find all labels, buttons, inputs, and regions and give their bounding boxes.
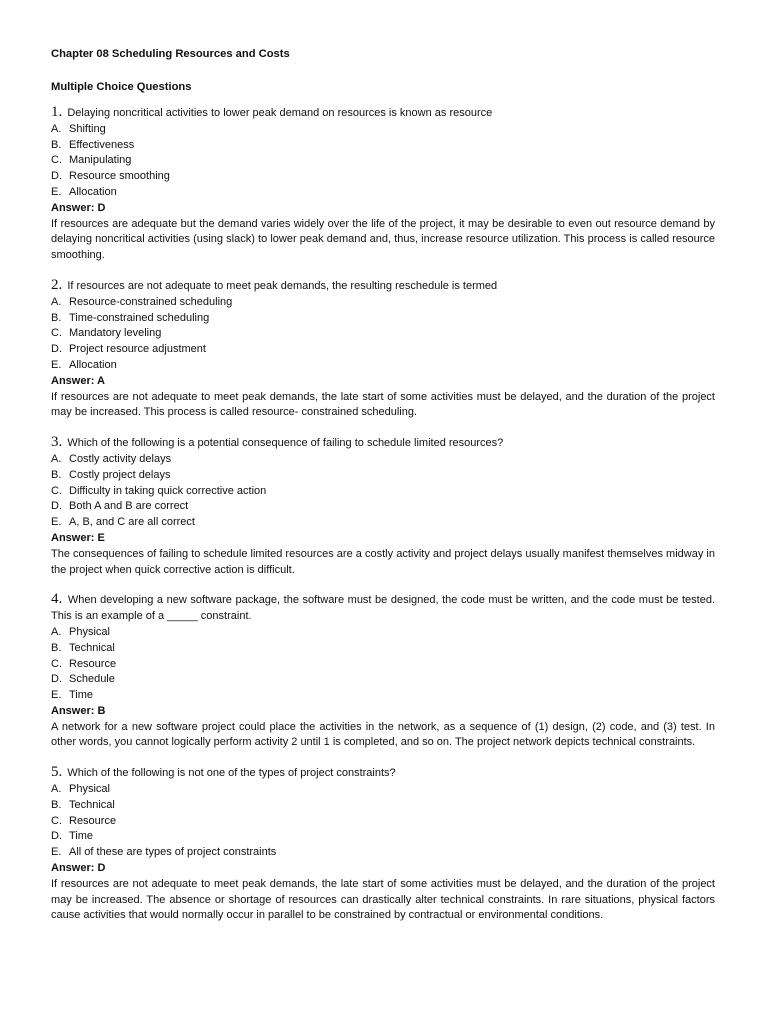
question-stem: [51, 765, 715, 782]
answer-key: Answer: E: [51, 531, 105, 544]
option-letter: C.: [51, 484, 62, 497]
question-number: 5.: [51, 764, 63, 781]
question-stem: [51, 435, 715, 452]
option-letter: E.: [51, 185, 62, 198]
answer-option: [51, 499, 715, 515]
option-letter: C.: [51, 154, 62, 167]
option-letter: B.: [51, 138, 62, 151]
option-text: Technical: [69, 798, 115, 811]
answer-option: [51, 468, 715, 484]
answer-key: Answer: A: [51, 374, 105, 387]
option-list: [51, 122, 715, 201]
option-text: Schedule: [69, 673, 115, 686]
answer-key: Answer: D: [51, 201, 106, 214]
answer-option: [51, 122, 715, 138]
question-text: When developing a new software package, the software must be designed, the code must be written, and the code must be tested. This is an example of a _____ constraint.: [51, 594, 716, 623]
option-text: Costly project delays: [69, 468, 171, 481]
answer-option: [51, 625, 715, 641]
question-stem: [51, 278, 715, 295]
option-text: Allocation: [69, 185, 117, 198]
option-text: Manipulating: [69, 154, 132, 167]
option-text: Resource-constrained scheduling: [69, 295, 233, 308]
answer-option: [51, 845, 715, 861]
option-letter: E.: [51, 516, 62, 529]
answer-option: [51, 153, 715, 169]
option-text: Resource smoothing: [69, 170, 170, 183]
option-letter: A.: [51, 452, 62, 465]
answer-option: [51, 829, 715, 845]
question-text: Which of the following is not one of the types of project constraints?: [67, 767, 396, 780]
option-list: [51, 452, 715, 531]
answer-explanation: If resources are adequate but the demand varies widely over the life of the project, it may be desirable to even out resource demand by delaying noncritical activities (using slack) to lower peak demand and, thus, increase resource utilization. This process is called resource smoothing.: [51, 217, 715, 262]
option-letter: C.: [51, 657, 62, 670]
option-letter: D.: [51, 343, 62, 356]
answer-option: [51, 295, 715, 311]
option-text: Effectiveness: [69, 138, 135, 151]
option-list: [51, 625, 715, 704]
question-text: Which of the following is a potential consequence of failing to schedule limited resources?: [67, 437, 504, 450]
option-letter: B.: [51, 468, 62, 481]
option-letter: A.: [51, 295, 62, 308]
answer-option: [51, 782, 715, 798]
answer-option: [51, 515, 715, 531]
option-letter: D.: [51, 500, 62, 513]
answer-option: [51, 657, 715, 673]
question-number: 4.: [51, 591, 63, 608]
option-text: Shifting: [69, 122, 106, 135]
option-text: Resource: [69, 814, 117, 827]
option-letter: B.: [51, 311, 62, 324]
option-text: Project resource adjustment: [69, 343, 206, 356]
answer-option: [51, 798, 715, 814]
chapter-title: Chapter 08 Scheduling Resources and Costs: [51, 48, 290, 60]
question-block: [51, 278, 715, 421]
answer-option: [51, 641, 715, 657]
answer-option: [51, 342, 715, 358]
option-text: Time: [69, 830, 94, 843]
option-text: A, B, and C are all correct: [69, 516, 195, 529]
answer-option: [51, 311, 715, 327]
question-stem: [51, 105, 715, 122]
answer-option: [51, 326, 715, 342]
option-text: Physical: [69, 625, 110, 638]
option-list: [51, 782, 715, 861]
option-letter: A.: [51, 783, 62, 796]
option-letter: A.: [51, 625, 62, 638]
option-letter: E.: [51, 689, 62, 702]
question-text: Delaying noncritical activities to lower peak demand on resources is known as resource: [67, 107, 493, 119]
option-letter: D.: [51, 673, 62, 686]
option-letter: C.: [51, 814, 62, 827]
option-text: Time: [69, 689, 94, 702]
answer-option: [51, 814, 715, 830]
answer-option: [51, 688, 715, 704]
answer-option: [51, 358, 715, 374]
option-text: Allocation: [69, 358, 117, 371]
option-letter: E.: [51, 358, 62, 371]
section-title: Multiple Choice Questions: [51, 81, 192, 93]
option-letter: B.: [51, 641, 62, 654]
question-number: 2.: [51, 276, 63, 293]
question-text: If resources are not adequate to meet peak demands, the resulting reschedule is termed: [67, 279, 498, 292]
answer-key: Answer: B: [51, 704, 106, 717]
option-letter: E.: [51, 846, 62, 859]
question-number: 1.: [51, 104, 63, 120]
option-text: Mandatory leveling: [69, 327, 162, 340]
answer-option: [51, 452, 715, 468]
option-text: Resource: [69, 657, 117, 670]
answer-option: [51, 138, 715, 154]
question-number: 3.: [51, 434, 63, 451]
question-list: [51, 105, 715, 924]
answer-option: [51, 672, 715, 688]
option-text: All of these are types of project constraints: [69, 846, 277, 859]
answer-explanation: If resources are not adequate to meet peak demands, the late start of some activities must be delayed, and the duration of the project may be increased. This process is called resource- constrained scheduling.: [51, 390, 715, 419]
question-stem: [51, 592, 715, 625]
option-letter: B.: [51, 798, 62, 811]
answer-explanation: A network for a new software project could place the activities in the network, as a sequence of (1) design, (2) code, and (3) test. In other words, you cannot logically perform activity 2 until 1 is completed, and so on. The project network depicts technical constraints.: [51, 720, 715, 749]
question-block: [51, 765, 715, 924]
option-text: Technical: [69, 641, 115, 654]
option-letter: D.: [51, 830, 62, 843]
option-text: Costly activity delays: [69, 452, 172, 465]
option-text: Difficulty in taking quick corrective action: [69, 484, 267, 497]
option-text: Physical: [69, 783, 110, 796]
answer-option: [51, 484, 715, 500]
question-block: [51, 435, 715, 578]
answer-explanation: If resources are not adequate to meet peak demands, the late start of some activities must be delayed, and the duration of the project may be increased. The absence or shortage of resources can drastically alter technical constraints. In rare situations, physical factors cause activities that would normally occur in parallel to be constrained by contractual or environmental conditions.: [51, 877, 715, 922]
question-block: [51, 105, 715, 264]
answer-key: Answer: D: [51, 862, 106, 875]
option-letter: D.: [51, 170, 62, 183]
option-letter: C.: [51, 327, 62, 340]
answer-explanation: The consequences of failing to schedule limited resources are a costly activity and project delays usually manifest themselves midway in the project when quick corrective action is difficult.: [51, 547, 715, 576]
option-list: [51, 295, 715, 374]
option-text: Both A and B are correct: [69, 500, 189, 513]
answer-option: [51, 185, 715, 201]
option-letter: A.: [51, 122, 62, 135]
question-block: [51, 592, 715, 751]
answer-option: [51, 169, 715, 185]
option-text: Time-constrained scheduling: [69, 311, 210, 324]
